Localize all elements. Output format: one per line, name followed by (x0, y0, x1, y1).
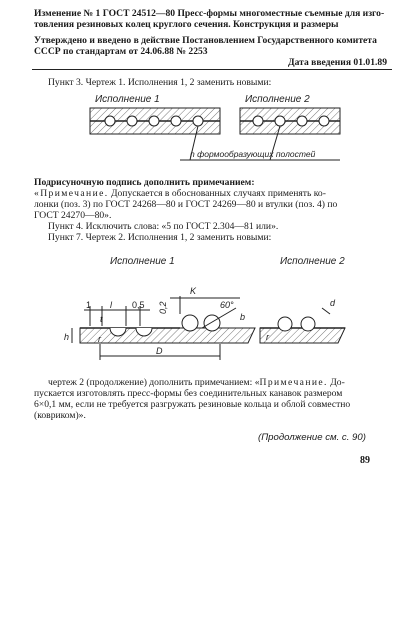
dim-r2: r (266, 332, 269, 342)
dim-b: b (240, 312, 246, 322)
note-label: «Примечание. (34, 188, 109, 199)
note-line-1: Подрисуночную подпись дополнить примечанием: (34, 177, 255, 188)
dim-angle: 60° (220, 300, 234, 310)
note-line-5: Пункт 4. Исключить слова: «5 по ГОСТ 2.304—81 или». (48, 221, 279, 232)
figure-1-drawing (70, 90, 370, 170)
fig1-callout: n формообразующих полостей (190, 149, 316, 159)
dim-r: r (98, 334, 101, 344)
page-number: 89 (360, 455, 370, 466)
note-line-6: Пункт 7. Чертеж 2. Исполнения 1, 2 заменить новыми: (48, 232, 272, 243)
body2-line-1 (48, 377, 418, 388)
dim-K: K (190, 286, 197, 296)
fig1-label-2: Исполнение 2 (245, 94, 310, 105)
dim-d: d (330, 298, 336, 308)
dim-h: h (64, 332, 70, 342)
header-line-1: Изменение № 1 ГОСТ 24512—80 Пресс-формы многоместные съемные для изго- (34, 8, 385, 19)
note-line-2 (34, 188, 418, 199)
effective-date: Дата введения 01.01.89 (288, 57, 388, 68)
figure-2-drawing (40, 248, 380, 368)
body2-line-3: 6×0,1 мм, если не требуется разгружать резиновые кольца и облой совместно (34, 399, 351, 410)
header-line-4: СССР по стандартам от 24.06.88 № 2253 (34, 46, 208, 57)
header-line-2: товления резиновых колец круглого сечения. Конструкция и размеры (34, 19, 339, 30)
header-line-3: Утверждено и введено в действие Постановлением Государственного комитета (34, 35, 377, 46)
dim-02: 0,2 (158, 301, 168, 314)
body2-note-label: Примечание. (259, 377, 328, 388)
item-3-text: Пункт 3. Чертеж 1. Исполнения 1, 2 заменить новыми: (48, 77, 272, 88)
fig1-label-1: Исполнение 1 (95, 94, 160, 105)
fig2-label-1: Исполнение 1 (110, 256, 175, 267)
body2-line-1a: чертеж 2 (продолжение) дополнить примечанием: « (48, 377, 260, 388)
body2-line-2: пускается изготовлять пресс-формы без соединительных канавок размером (34, 388, 343, 399)
body2-line-4: (ковриком)». (34, 410, 86, 421)
note-line-3: лонки (поз. 3) по ГОСТ 24268—80 и ГОСТ 24269—80 и втулки (поз. 4) по (34, 199, 338, 210)
dim-half: 0,5 (132, 300, 145, 310)
dim-D: D (156, 346, 163, 356)
body2-line-1c: До- (330, 377, 345, 388)
fig2-label-2: Исполнение 2 (280, 256, 345, 267)
dim-t: t (100, 314, 103, 324)
dim-one: 1 (86, 300, 92, 310)
header-rule (32, 69, 392, 70)
dim-l: l (110, 300, 112, 310)
note-line-4: ГОСТ 24270—80». (34, 210, 112, 221)
note-line-2-text: Допускается в обоснованных случаях применять ко- (110, 188, 326, 199)
continued-note: (Продолжение см. с. 90) (258, 432, 366, 443)
